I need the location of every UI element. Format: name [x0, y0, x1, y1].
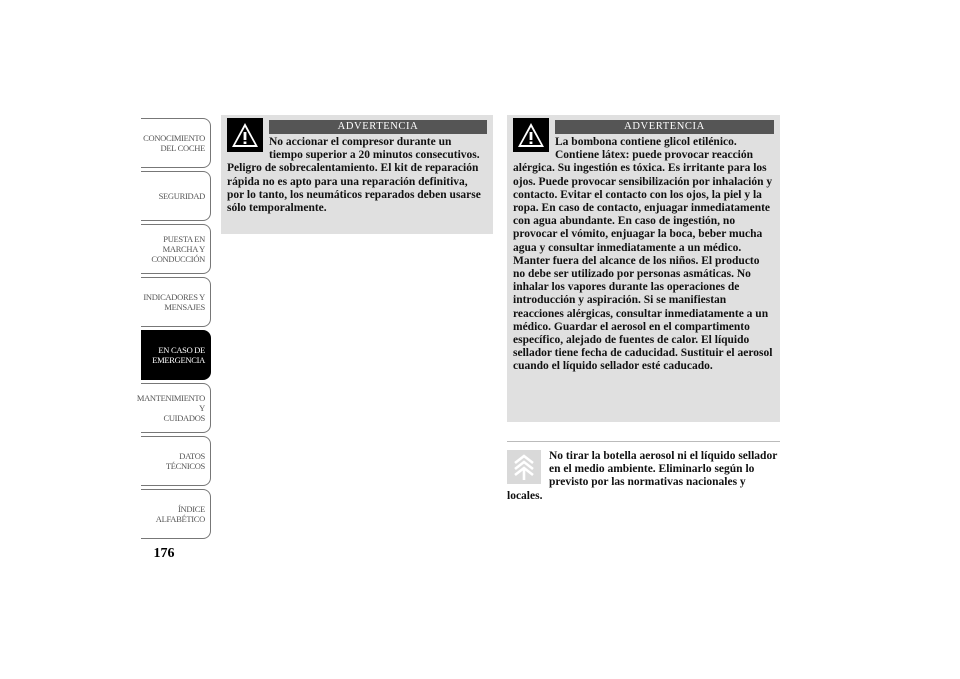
tab-indicadores-y-mensajes[interactable] [141, 277, 211, 327]
tab-puesta-en-marcha[interactable] [141, 224, 211, 274]
warning-triangle-icon [513, 118, 549, 152]
tab-label: ÍNDICE ALFABÉTICO [155, 504, 205, 524]
tab-label: EN CASO DE EMERGENCIA [152, 345, 205, 365]
warning-text: La bombona contiene glicol etilénico. Contiene látex: puede provocar reacción alérgica. Su ingestión es tóxica. Es irritante para los ojos. Puede provocar sensibilización por inhalación y contacto. Evitar el contacto con los ojos, la piel y la ropa. En caso de contacto, enjuagar inmediatamente con agua abundante. En caso de ingestión, no provocar el vómito, enjuagar la boca, beber mucha agua y consultar inmediatamente a un médico. Manter fuera del alcance de los niños. El producto no debe ser utilizado por personas asmáticas. No inhalar los vapores durante las operaciones de introducción y aspiración. Si se manifiestan reacciones alérgicas, consultar inmediatamente a un médico. Guardar el aerosol en el compartimento específico, alejado de fuentes de calor. El líquido sellador tiene fecha de caducidad. Sustituir el aerosol cuando el líquido sellador esté caducado. [513, 136, 773, 373]
tab-conocimiento-del-coche[interactable] [141, 118, 211, 168]
tab-mantenimiento-y-cuidados[interactable] [136, 383, 211, 433]
tab-seguridad[interactable] [141, 171, 211, 221]
tab-label: DATOS TÉCNICOS [165, 451, 205, 471]
warning-triangle-icon [227, 118, 263, 152]
tab-label: PUESTA EN MARCHA Y CONDUCCIÓN [151, 234, 205, 264]
environment-text: No tirar la botella aerosol ni el líquido sellador en el medio ambiente. Eliminarlo según lo previsto por las normativas nacionales y locales. [507, 450, 778, 502]
tab-indice-alfabetico[interactable] [141, 489, 211, 539]
warning-box-compressor [221, 115, 493, 234]
warning-text: No accionar el compresor durante un tiempo superior a 20 minutos consecutivos. Peligro de sobrecalentamiento. El kit de reparación rápida no es apto para una reparación definitiva, por lo tanto, los neumáticos reparados deben usarse sólo temporalmente. [227, 136, 481, 215]
warning-heading: ADVERTENCIA [555, 120, 774, 134]
tab-datos-tecnicos[interactable] [141, 436, 211, 486]
warning-heading: ADVERTENCIA [269, 120, 487, 134]
page-number: 176 [153, 546, 175, 561]
tab-en-caso-de-emergencia[interactable] [141, 330, 211, 380]
warning-box-bombona [507, 115, 780, 422]
recycle-tree-icon [507, 450, 541, 484]
tab-label: INDICADORES Y MENSAJES [143, 292, 205, 312]
environment-note [507, 441, 780, 503]
tab-label: MANTENIMIENTO Y CUIDADOS [136, 393, 205, 423]
tab-label: CONOCIMIENTO DEL COCHE [143, 133, 205, 153]
tab-label: SEGURIDAD [158, 191, 205, 201]
